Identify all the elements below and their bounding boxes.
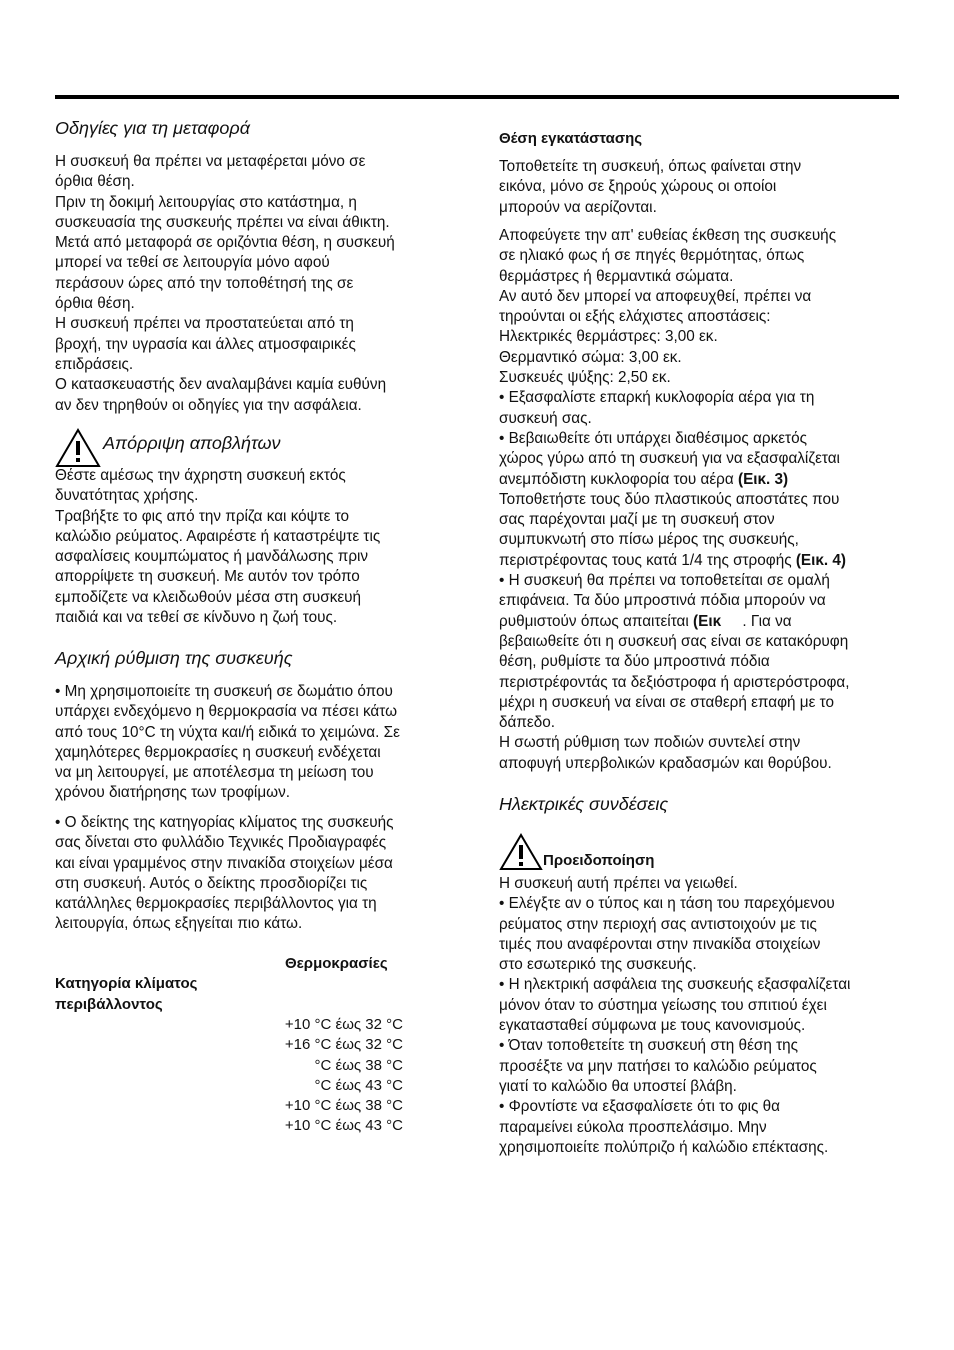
- placement-heading: Θέση εγκατάστασης: [499, 130, 643, 147]
- figure-ref-4: (Εικ. 4): [795, 551, 847, 569]
- text-line: θέση, ρυθμίστε τα δύο μπροστινά πόδια: [499, 653, 770, 671]
- electrical-body: Η συσκευή αυτή πρέπει να γειωθεί. • Ελέγξτε αν ο τύπος και η τάση του παρεχόμενου ρεύματος στην περιοχή σας αντιστοιχούν με τις τιμές που αναφέρονται στην πινακίδα στοιχείων στο εσωτερικό της συσκευής. • Η ηλεκτρική ασφάλεια της συσκευής εξασφαλίζεται μόνον όταν το σύστημα γείωσης του σπιτιού έχει εγκατασταθεί σύμφωνα με τους κανονισμούς. • Όταν τοποθετείτε τη συσκευή στη θέση της προσέξτε να μην πατήσει το καλώδιο ρεύματος γιατί το καλώδιο θα υποστεί βλάβη. • Φροντίστε να εξασφαλίσετε ότι το φις θα παραμείνει εύκολα προσπελάσιμο. Μην χρησιμοποιείτε πολύπριζο ή καλώδιο επέκτασης.: [499, 875, 851, 1156]
- temperature-row: °C έως 38 °C: [314, 1056, 403, 1074]
- figure-ref: (Εικ: [693, 612, 722, 630]
- text-line: Η σωστή ρύθμιση των ποδιών συντελεί στην: [499, 734, 801, 752]
- text-line: σε ηλιακό φως ή σε πηγές θερμότητας, όπως: [499, 247, 805, 265]
- text-line: περιστρέφοντάς τα δεξιόστροφα ή αριστερόστροφα,: [499, 673, 850, 691]
- electrical-heading: Ηλεκτρικές συνδέσεις: [499, 794, 669, 814]
- temperature-row: +10 °C έως 32 °C: [284, 1016, 403, 1033]
- temperature-list: [245, 1015, 403, 1137]
- placement-paragraph-1: Τοποθετείτε τη συσκευή, όπως φαίνεται στην εικόνα, μόνο σε ξηρούς χώρους οι οποίοι μπορούν να αερίζονται.: [499, 158, 802, 216]
- temperature-row: °C έως 43 °C: [314, 1076, 403, 1094]
- text-line: επιφάνεια. Τα δύο μπροστινά πόδια μπορούν να: [499, 592, 826, 610]
- top-rule: [55, 95, 899, 99]
- text-line: τηρούνται οι εξής ελάχιστες αποστάσεις:: [499, 308, 771, 326]
- text-line-fig: ρυθμιστούν όπως απαιτείται (Εικ . Για να: [499, 612, 792, 630]
- figure-ref-3: (Εικ. 3): [737, 470, 789, 488]
- text-line: αποφυγή υπερβολικών κραδασμών και θορύβου.: [499, 754, 832, 772]
- temperatures-header: Θερμοκρασίες: [285, 955, 388, 972]
- text-line: • Η συσκευή θα πρέπει να τοποθετείται σε ομαλή: [499, 572, 830, 590]
- text-line: Αποφεύγετε την απ' ευθείας έκθεση της συσκευής: [499, 227, 837, 244]
- text-line: βεβαιωθείτε ότι η συσκευή σας είναι σε κατακόρυφη: [499, 632, 849, 650]
- text-line: Θερμαντικό σώμα: 3,00 εκ.: [499, 348, 682, 366]
- text-line: Συσκευές ψύξης: 2,50 εκ.: [499, 369, 671, 387]
- placement-paragraph-2: [499, 226, 904, 774]
- text-line: δάπεδο.: [499, 714, 556, 732]
- text-line: χώρος γύρω από τη συσκευή για να εξασφαλίζεται: [499, 450, 840, 468]
- text-line: θερμάστρες ή θερμαντικά σώματα.: [499, 267, 734, 285]
- text-line: Αν αυτό δεν μπορεί να αποφευχθεί, πρέπει να: [499, 287, 812, 305]
- setup-paragraph-2: • Ο δείκτης της κατηγορίας κλίματος της συσκευής σας δίνεται στο φυλλάδιο Τεχνικές Προδιαγραφές και είναι γραμμένος στην πινακίδα στοιχείων μέσα στη συσκευή. Αυτός ο δείκτης προσδιορίζει τις κατάλληλες θερμοκρασίες περιβάλλοντος για τη λειτουργία, όπως εξηγείται πιο κάτω.: [55, 814, 394, 933]
- text-line: μέχρι η συσκευή να είναι σε σταθερή επαφή με το: [499, 693, 835, 711]
- text-line: συμπυκνωτή στο πίσω μέρος της συσκευής,: [499, 531, 799, 549]
- transport-body: Η συσκευή θα πρέπει να μεταφέρεται μόνο σε όρθια θέση. Πριν τη δοκιμή λειτουργίας στο κατάστημα, η συσκευασία της συσκευής πρέπει να είναι άθικτη. Μετά από μεταφορά σε οριζόντια θέση, η συσκευή μπορεί να τεθεί σε λειτουργία μόνο αφού περάσουν ώρες από την τοποθέτησή της σε όρθια θέση. Η συσκευή πρέπει να προστατεύεται από τη βροχή, την υγρασία και άλλες ατμοσφαιρικές επιδράσεις. Ο κατασκευαστής δεν αναλαμβάνει καμία ευθύνη αν δεν τηρηθούν οι οδηγίες για την ασφάλεια.: [55, 153, 395, 414]
- disposal-heading-row: [55, 428, 281, 468]
- disposal-heading: Απόρριψη αποβλήτων: [103, 433, 281, 453]
- electrical-warning-row: [499, 833, 654, 871]
- setup-paragraph-1: • Μη χρησιμοποιείτε τη συσκευή σε δωμάτιο όπου υπάρχει ενδεχόμενο η θερμοκρασία να πέσει κάτω από τους 10°C τη νύχτα και/ή ειδικά το χειμώνα. Σε χαμηλότερες θερμοκρασίες η συσκευή ενδέχεται να μη λειτουργεί, με αποτέλεσμα τη μείωση του χρόνου διατήρησης των τροφίμων.: [55, 683, 400, 802]
- disposal-body: Θέστε αμέσως την άχρηστη συσκευή εκτός δυνατότητας χρήσης. Τραβήξτε το φις από την πρίζα και κόψτε το καλώδιο ρεύματος. Αφαιρέστε ή καταστρέψτε τις ασφαλίσεις κουμπώματος ή μανδάλωσης πριν απορρίψετε τη συσκευή. Με αυτόν τον τρόπο εμποδίζετε να κλειδωθούν μέσα στη συσκευή παιδιά και να τεθεί σε κίνδυνο η ζωή τους.: [55, 467, 381, 627]
- setup-heading: Αρχική ρύθμιση της συσκευής: [55, 648, 293, 668]
- climate-class-header: Κατηγορία κλίματος περιβάλλοντος: [55, 975, 198, 1013]
- warning-label: Προειδοποίηση: [543, 852, 655, 869]
- text-line: σας παρέχονται μαζί με τη συσκευή στον: [499, 511, 775, 529]
- text-line-fig3: ανεμπόδιστη κυκλοφορία του αέρα (Εικ. 3): [499, 470, 789, 488]
- text-line: • Βεβαιωθείτε ότι υπάρχει διαθέσιμος αρκετός: [499, 429, 807, 447]
- temperature-row: +16 °C έως 32 °C: [284, 1036, 403, 1054]
- text-line: Ηλεκτρικές θερμάστρες: 3,00 εκ.: [499, 328, 718, 346]
- text-line: • Εξασφαλίστε επαρκή κυκλοφορία αέρα για τη: [499, 389, 815, 407]
- transport-heading: Οδηγίες για τη μεταφορά: [55, 118, 251, 138]
- text-line-fig4: περιστρέφοντας τους κατά 1/4 της στροφής (Εικ. 4): [499, 551, 847, 569]
- warning-icon: [499, 833, 543, 871]
- text-line: Τοποθετήστε τους δύο πλαστικούς αποστάτες που: [499, 490, 840, 508]
- temperature-row: +10 °C έως 38 °C: [284, 1097, 403, 1115]
- text-line: συσκευή σας.: [499, 409, 592, 427]
- warning-icon: [55, 428, 101, 468]
- temperature-row: +10 °C έως 43 °C: [284, 1117, 403, 1135]
